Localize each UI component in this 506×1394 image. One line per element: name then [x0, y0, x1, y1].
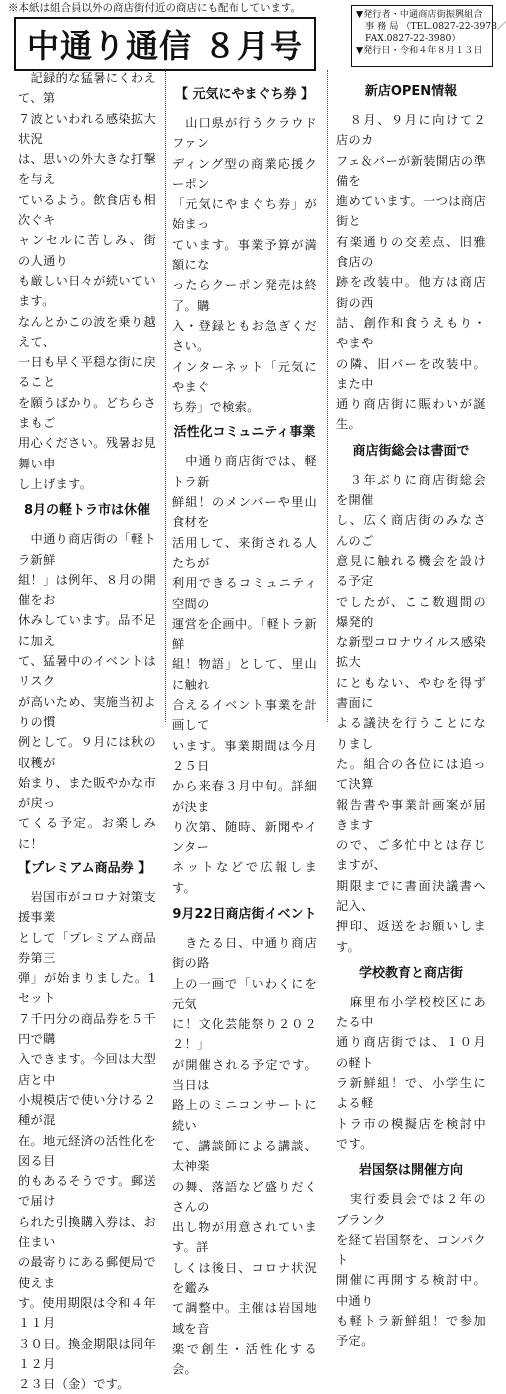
article-community-project: 中通り商店街では、軽トラ新 鮮組！のメンバーや里山食材を 活用して、来街される人たちが 利用できるコミュニティ空間の 運営を企画中。「軽トラ新鮮 組！物語」として、里山に触れ 合えるイベント事業を計画して います。事業期間は今月２５日 から来春３月中旬。詳細が決ま り次第、随時、新聞やインター ネットなどで広報します。	[172, 454, 317, 895]
publisher-name: ▼発行者・中通商店街振興組合	[356, 9, 483, 20]
distribution-notice: ※本紙は組合員以外の商店街付近の商店にも配布しています。	[8, 2, 302, 14]
masthead	[14, 17, 316, 71]
publisher-contact-tel: 事 務 局 （TEL.0827-22-3978／	[365, 21, 506, 32]
article-premium-voucher: 岩国市がコロナ対策支援事業 として「プレミアム商品券第三 弾」が始まりました。1セット ７千円分の商品券を５千円で購 入できます。今回は大型店と中 小規模店で使い分ける２種が混 在。地元経済の活性化を図る目 的もあるそうです。郵送で届け られた引換購入券は、お住まい の最寄りにある郵便局で使えま す。使用期限は令和４年１１月 ３０日。換金期限は同年１２月 ２３日（金）です。	[18, 889, 156, 1392]
column-right	[336, 68, 486, 1349]
headline-general-meeting: 商店街総会は書面で	[352, 443, 470, 459]
headline-community-project: 活性化コミュニティ事業	[173, 425, 316, 441]
headline-school-education: 学校教育と商店街	[358, 965, 463, 981]
article-school-education: 麻里布小学校校区にあたる中 通り商店街では、１０月の軽ト ラ新鮮組！で、小学生による軽 トラ市の模擬店を検討中です。	[336, 994, 486, 1151]
headline-premium-voucher: 【プレミアム商品券 】	[18, 860, 152, 876]
article-iwakuni-festival: 実行委員会では２年のブランク を経て岩国祭を、コンパクト 開催に再開する検討中。中通り も軽トラ新鮮組！で参加予定。	[336, 1192, 486, 1349]
headline-new-store-open: 新店OPEN情報	[364, 84, 458, 99]
column-middle	[172, 68, 317, 1377]
intro-greeting: 記録的な猛暑にくわえて、第 ７波といわれる感染拡大状況 は、思いの外大きな打撃を与え ているよう。飲食店も相次ぐキ ャンセルに苦しみ、街の人通り も厳しい日々が続いています。 なんとかこの波を乗り越えて、 一日も早く平穏な街に戻ること を願うばかり。どちらさまもご 用心ください。残暑お見舞い申 し上げます。	[18, 71, 156, 491]
column-left	[18, 68, 156, 1392]
article-general-meeting: ３年ぶりに商店街総会を開催 し、広く商店街のみなさんのご 意見に触れる機会を設ける予定 でしたが、ここ数週間の爆発的 な新型コロナウイルス感染拡大 にともない、やむを得ず書面に よる議決を行うことになりまし た。組合の各位には追って決算 報告書や事業計画案が届きます ので、ご多忙中とは存じますが、 期限までに書面決議書へ記入、 押印、返送をお願いします。	[336, 472, 486, 954]
headline-sept22-event: 9月22日商店街イベント	[172, 906, 317, 922]
article-genki-yamaguchi: 山口県が行うクラウドファン ディング型の商業応援クーポン 「元気にやまぐち券」が始まっ ています。事業予算が満額にな ったらクーポン発売は終了。購 入・登録ともお急ぎください。 インターネット「元気にやまぐ ち券」で検索。	[172, 116, 317, 415]
publish-date: ▼発行日・令和４年８月１３日	[356, 45, 483, 56]
publisher-contact-fax: FAX.0827-22-3980）	[365, 33, 461, 44]
article-sept22-event: きたる日、中通り商店街の路 上の一画で「いわくにを元気 に！文化芸能祭り２０２２！」 が開催される予定です。当日は 路上のミニコンサートに続い て、講談師による講談、太神楽 の舞、落語など盛りだくさんの 出し物が用意されています。詳 しくは後日、コロナ状況を鑑み て調整中。主催は岩国地域を音 楽で創生・活性化する会。	[172, 935, 317, 1377]
masthead-issue: ８月号	[204, 27, 304, 65]
headline-iwakuni-festival: 岩国祭は開催方向	[358, 1163, 463, 1179]
headline-genki-yamaguchi: 【 元気にやまぐち券 】	[174, 87, 315, 102]
headline-kei-tora-market: 8月の軽トラ市は休催	[23, 503, 151, 519]
article-kei-tora-market: 中通り商店街の「軽トラ新鮮 組！」は例年、８月の開催をお 休みしています。品不足に加え て、猛暑中のイベントはリスク が高いため、実施当初よりの慣 例として。９月には秋の収穫が 始まり、また販やかな市が戻っ てくる予定。お楽しみに！	[18, 532, 156, 851]
column-divider	[327, 70, 328, 722]
column-divider	[165, 70, 166, 722]
article-new-store-open: ８月、９月に向けて２店のカ フェ＆バーが新装開店の準備を 進めています。一つは商店街と 有楽通りの交差点、旧雅食店の 跡を改装中。他方は商店街の西 詰、創作和食うえもり・やまや の隣、旧バーを改装中。また中 通り商店街に賑わいが誕生。	[336, 113, 486, 432]
publisher-info-box	[351, 5, 506, 67]
masthead-title: 中通り通信	[26, 27, 192, 65]
